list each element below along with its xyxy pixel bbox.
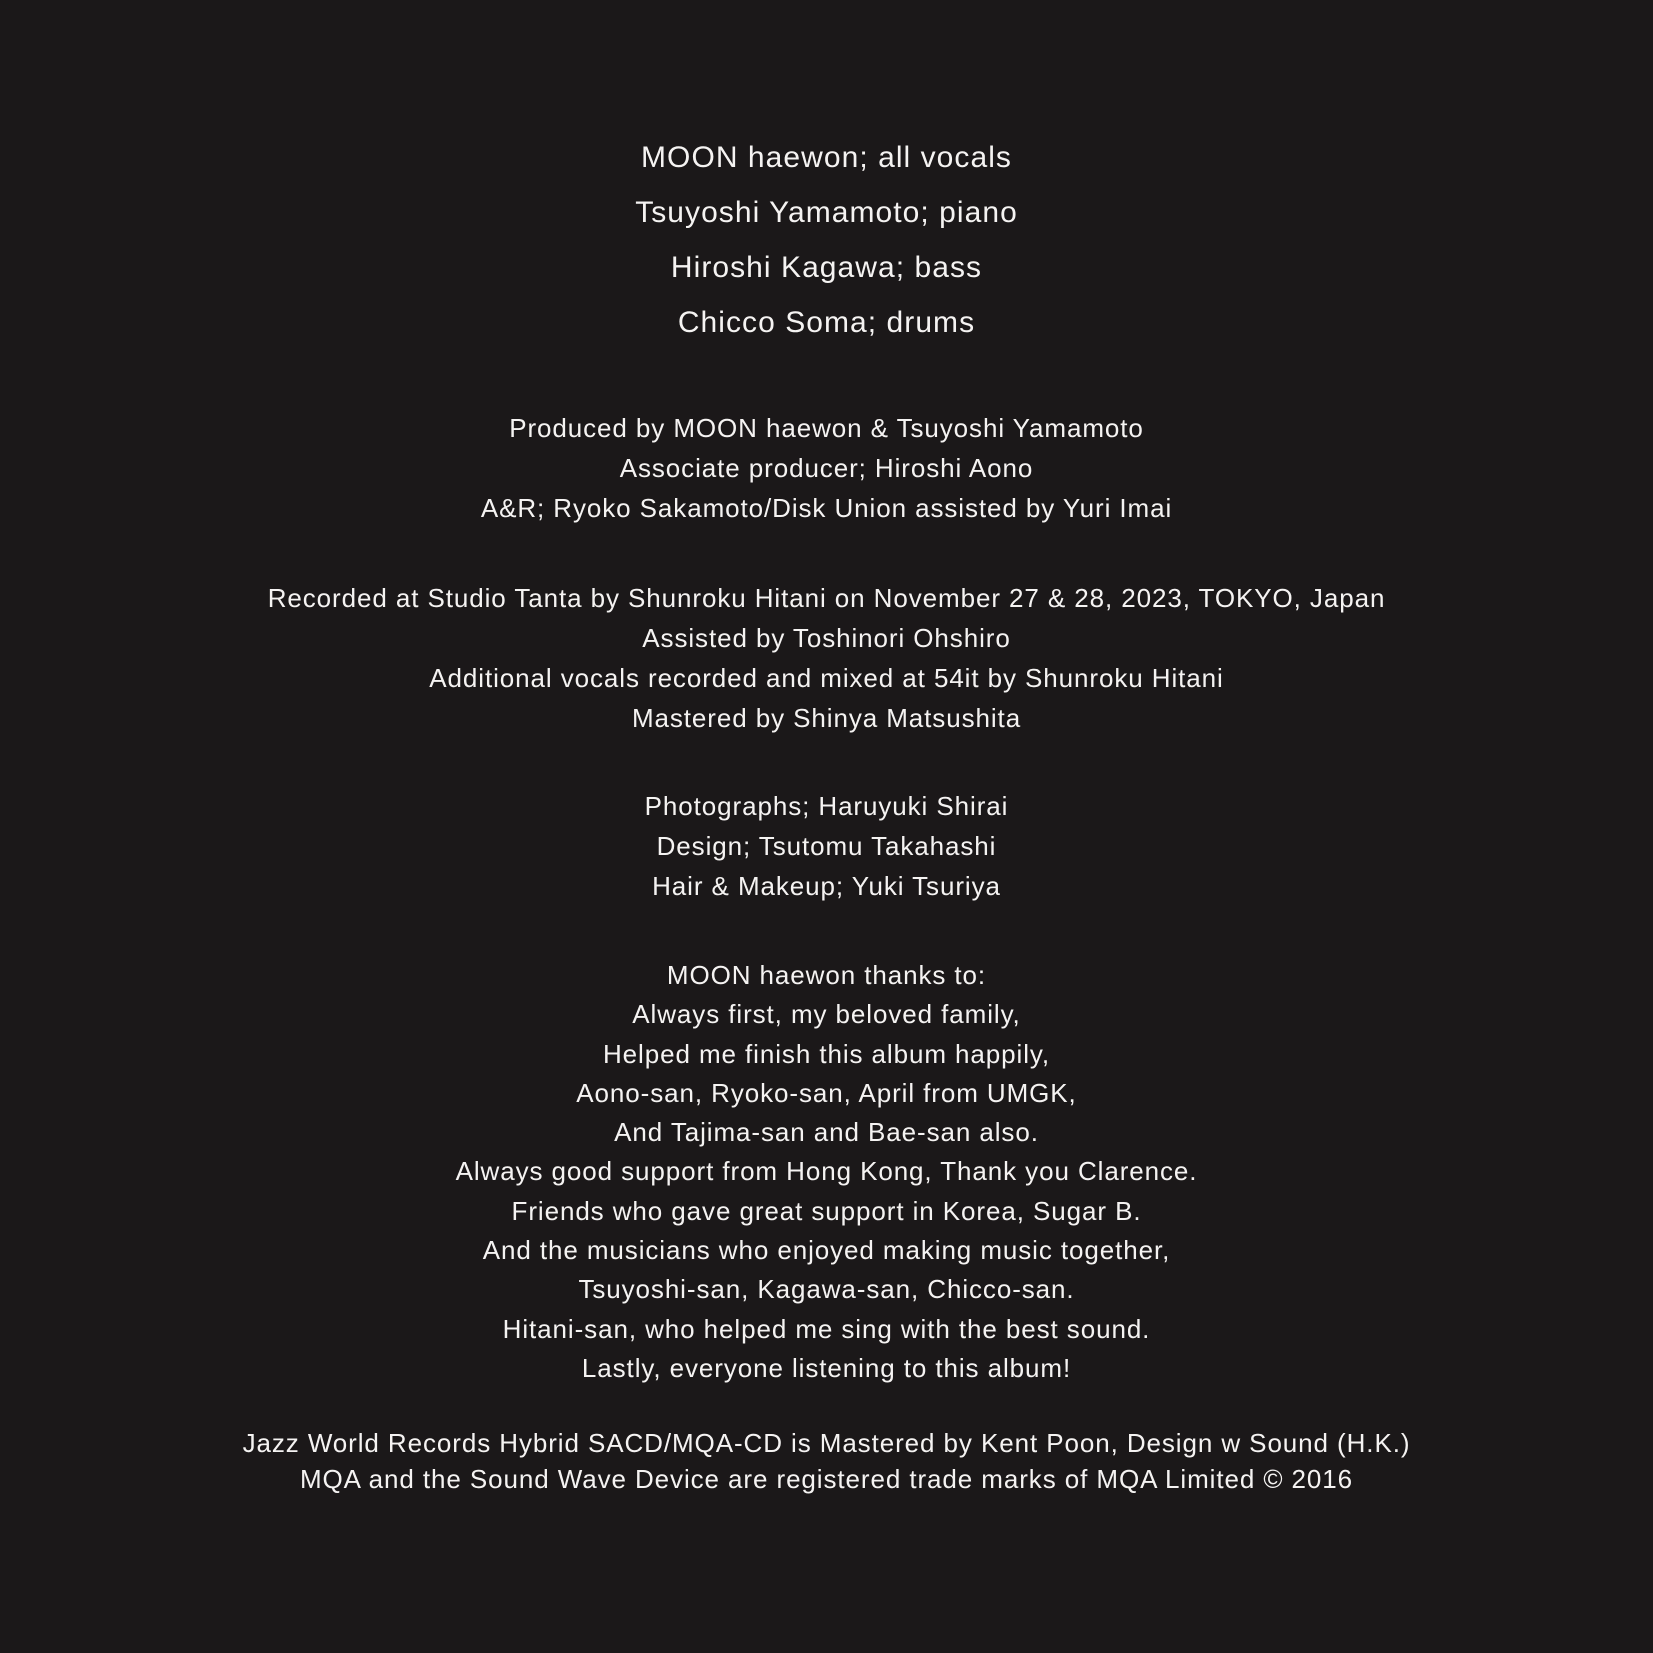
label-info-block (0, 1425, 1653, 1497)
thanks-line: And the musicians who enjoyed making music together, (482, 1235, 1171, 1266)
credit-line-production: Associate producer; Hiroshi Aono (619, 453, 1034, 483)
thanks-line: Always good support from Hong Kong, Thank you Clarence. (455, 1156, 1198, 1187)
credit-line-artwork: Design; Tsutomu Takahashi (656, 831, 997, 861)
thanks-line: Hitani-san, who helped me sing with the best sound. (502, 1313, 1151, 1344)
thanks-line: Friends who gave great support in Korea, Sugar B. (511, 1195, 1142, 1226)
credit-line-recording: Mastered by Shinya Matsushita (631, 703, 1022, 733)
label-info-line: Jazz World Records Hybrid SACD/MQA-CD is Mastered by Kent Poon, Design w Sound (H.K.) (242, 1428, 1411, 1459)
artwork-credits-block (0, 786, 1653, 906)
thanks-line: Always first, my beloved family, (632, 999, 1021, 1030)
thanks-line: Lastly, everyone listening to this album! (581, 1352, 1072, 1383)
production-credits-block (0, 408, 1653, 528)
credit-line-musician: Hiroshi Kagawa; bass (670, 251, 983, 284)
credit-line-recording: Recorded at Studio Tanta by Shunroku Hitani on November 27 & 28, 2023, TOKYO, Japan (267, 583, 1386, 613)
credit-line-artwork: Hair & Makeup; Yuki Tsuriya (652, 871, 1001, 901)
label-info-line: MQA and the Sound Wave Device are registered trade marks of MQA Limited © 2016 (299, 1464, 1354, 1495)
credit-line-production: Produced by MOON haewon & Tsuyoshi Yamamoto (509, 413, 1144, 443)
credit-line-production: A&R; Ryoko Sakamoto/Disk Union assisted by Yuri Imai (480, 493, 1173, 523)
thanks-line: MOON haewon thanks to: (666, 960, 987, 990)
thanks-line: And Tajima-san and Bae-san also. (614, 1117, 1039, 1148)
thanks-line: Aono-san, Ryoko-san, April from UMGK, (576, 1077, 1077, 1108)
recording-credits-block (0, 578, 1653, 738)
credit-line-recording: Additional vocals recorded and mixed at 54it by Shunroku Hitani (429, 663, 1224, 693)
thanks-line: Helped me finish this album happily, (602, 1038, 1051, 1069)
thanks-line: Tsuyoshi-san, Kagawa-san, Chicco-san. (578, 1274, 1075, 1305)
credit-line-musician: MOON haewon; all vocals (641, 141, 1012, 174)
thanks-block (0, 956, 1653, 1388)
credit-line-recording: Assisted by Toshinori Ohshiro (642, 623, 1011, 653)
musicians-credits-block (0, 130, 1653, 350)
credit-line-musician: Tsuyoshi Yamamoto; piano (635, 196, 1018, 229)
credit-line-musician: Chicco Soma; drums (677, 306, 976, 339)
credit-line-artwork: Photographs; Haruyuki Shirai (644, 791, 1009, 821)
